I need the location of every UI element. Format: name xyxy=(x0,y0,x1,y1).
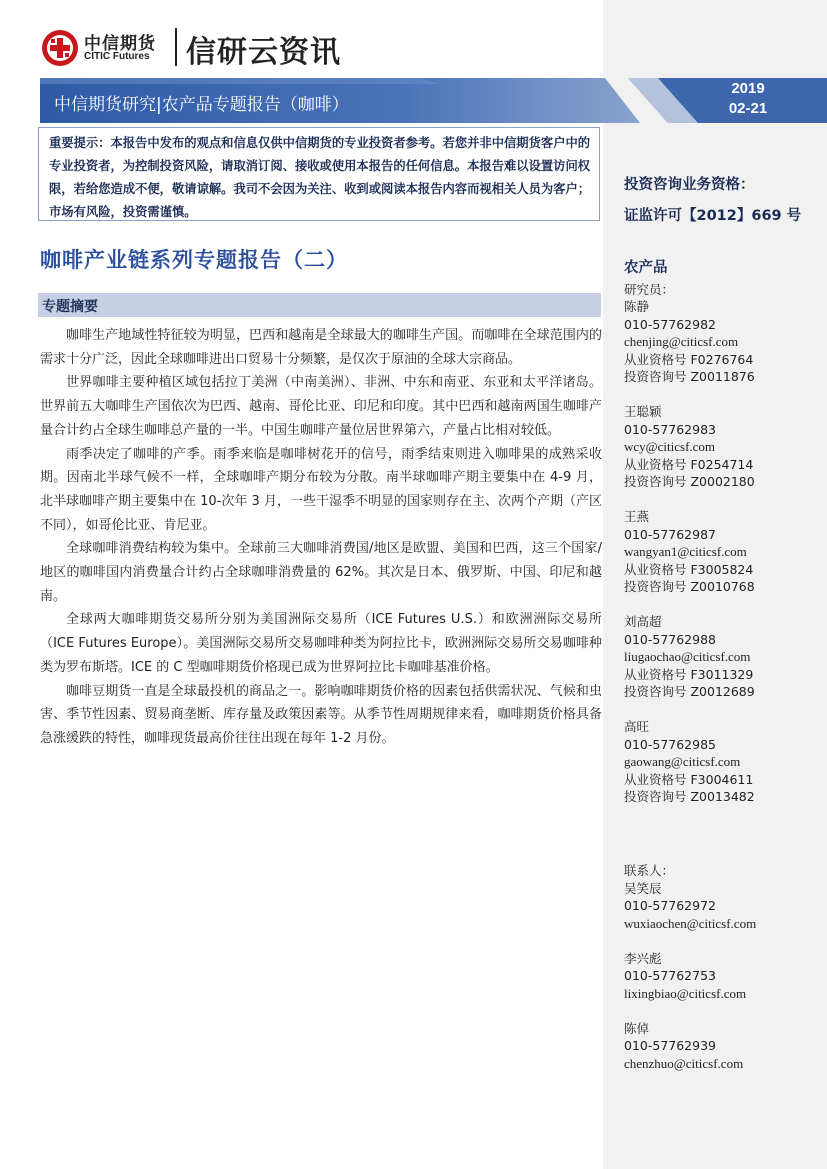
researcher-email[interactable]: wcy@citicsf.com xyxy=(624,439,716,455)
researcher-phone: 010-57762985 xyxy=(624,736,716,752)
citic-logo-icon xyxy=(40,28,80,68)
contact-list xyxy=(624,862,824,1090)
contact-name: 吴笑辰 xyxy=(624,880,662,896)
researcher-entry xyxy=(624,613,824,701)
report-date xyxy=(700,79,796,119)
researcher-license: 从业资格号 F3005824 xyxy=(624,561,754,577)
contact-label: 联系人： xyxy=(624,863,675,878)
researcher-advisory: 投资咨询号 Z0011876 xyxy=(624,369,755,384)
contact-entry xyxy=(624,1020,824,1073)
date-month-day: 02-21 xyxy=(728,100,768,117)
disclaimer-body: 本报告中发布的观点和信息仅供中信期货的专业投资者参考。若您并非中信期货客户中的专业投资者，为控制投资风险，请取消订阅、接收或使用本报告的任何信息。本报告难以设置访问权限，若给您造成不便，敬请谅解。我司不会因为关注、收到或阅读本报告内容而视相关人员为客户；市场有风险，投资需谨慎。 xyxy=(49,136,591,219)
researcher-name: 陈静 xyxy=(624,299,650,314)
summary-body xyxy=(40,324,602,751)
company-name-en: CITIC Futures xyxy=(84,51,150,62)
disclaimer-box xyxy=(38,127,600,221)
contact-email[interactable]: lixingbiao@citicsf.com xyxy=(624,985,747,1001)
researcher-phone: 010-57762983 xyxy=(624,421,716,437)
company-logo xyxy=(40,26,370,70)
researcher-name: 王聪颖 xyxy=(624,404,662,420)
summary-paragraph: 咖啡生产地域性特征较为明显，巴西和越南是全球最大的咖啡生产国。而咖啡在全球范围内的需求十分广泛，因此全球咖啡进出口贸易十分频繁，是仅次于原油的全球大宗商品。 xyxy=(40,328,602,367)
logo-divider xyxy=(175,28,177,66)
researcher-list xyxy=(624,260,824,823)
researcher-name: 王燕 xyxy=(624,509,650,525)
summary-paragraph: 世界咖啡主要种植区域包括拉丁美洲（中南美洲）、非洲、中东和南亚、东亚和太平洋诸岛。世界前五大咖啡生产国依次为巴西、越南、哥伦比亚、印尼和印度。其中巴西和越南两国生咖啡产量合计约占全球生咖啡总产量的一半。中国生咖啡产量位居世界第六，产量占比相对较低。 xyxy=(40,375,602,438)
researcher-entry xyxy=(624,403,824,491)
banner-title: 中信期货研究|农产品专题报告（咖啡） xyxy=(54,95,349,115)
researcher-license: 从业资格号 F0254714 xyxy=(624,456,754,472)
contact-name: 李兴彪 xyxy=(624,950,662,966)
section-title: 专题摘要 xyxy=(42,299,98,315)
qualification xyxy=(624,170,824,232)
researcher-license: 从业资格号 F3011329 xyxy=(624,666,754,682)
category-label: 农产品 xyxy=(624,260,668,276)
summary-paragraph: 全球两大咖啡期货交易所分别为美国洲际交易所（ICE Futures U.S.）和欧洲洲际交易所（ICE Futures Europe）。美国洲际交易所交易咖啡种类为阿拉比卡，欧洲洲际交易所交易咖啡种类为罗布斯塔。ICE 的 C 型咖啡期货价格现已成为世界阿拉比卡咖啡基准价格。 xyxy=(40,612,602,675)
qualification-label: 投资咨询业务资格： xyxy=(624,177,755,193)
summary-paragraph: 全球咖啡消费结构较为集中。全球前三大咖啡消费国/地区是欧盟、美国和巴西，这三个国家/地区的咖啡国内消费量合计约占全球咖啡消费量的 62%。其次是日本、俄罗斯、中国、印尼和越南。 xyxy=(40,541,602,604)
company-name-cn: 中信期货 xyxy=(84,34,156,54)
researcher-license: 从业资格号 F3004611 xyxy=(624,771,754,787)
researcher-phone: 010-57762988 xyxy=(624,631,716,647)
contact-email[interactable]: wuxiaochen@citicsf.com xyxy=(624,915,757,931)
contact-phone: 010-57762972 xyxy=(624,898,716,913)
researcher-name: 高旺 xyxy=(624,719,650,735)
contact-entry xyxy=(624,950,824,1003)
researcher-email[interactable]: chenjing@citicsf.com xyxy=(624,334,739,349)
date-year: 2019 xyxy=(731,80,765,97)
researcher-phone: 010-57762987 xyxy=(624,526,716,542)
researcher-license: 从业资格号 F0276764 xyxy=(624,351,754,367)
contact-phone: 010-57762939 xyxy=(624,1038,716,1054)
report-title: 咖啡产业链系列专题报告（二） xyxy=(40,248,348,272)
contact-email[interactable]: chenzhuo@citicsf.com xyxy=(624,1055,744,1071)
researcher-advisory: 投资咨询号 Z0010768 xyxy=(624,579,755,595)
researcher-email[interactable]: gaowang@citicsf.com xyxy=(624,754,741,770)
contact-phone: 010-57762753 xyxy=(624,968,716,984)
section-header xyxy=(38,293,601,317)
brand-title: 信研云资讯 xyxy=(186,35,341,70)
researcher-entry xyxy=(624,298,824,386)
researcher-entry xyxy=(624,508,824,596)
researcher-email[interactable]: wangyan1@citicsf.com xyxy=(624,544,747,560)
researcher-advisory: 投资咨询号 Z0013482 xyxy=(624,789,755,805)
summary-paragraph: 咖啡豆期货一直是全球最投机的商品之一。影响咖啡期货价格的因素包括供需状况、气候和虫害、季节性因素、贸易商垄断、库存量及政策因素等。从季节性周期规律来看，咖啡期货价格具备急涨缓跌的特性，咖啡现货最高价往往出现在每年 1-2 月份。 xyxy=(40,683,602,746)
researcher-phone: 010-57762982 xyxy=(624,316,716,332)
researcher-entry xyxy=(624,718,824,806)
researcher-email[interactable]: liugaochao@citicsf.com xyxy=(624,649,751,665)
summary-paragraph: 雨季决定了咖啡的产季。雨季来临是咖啡树花开的信号，雨季结束则进入咖啡果的成熟采收期。因南北半球气候不一样，全球咖啡产期分布较为分散。南半球咖啡产期主要集中在 4-9 月，北半球咖啡产期主要集中在 10-次年 3 月，一些干湿季不明显的国家则存在主、次两个产期（产区不同），如哥伦比亚、肯尼亚。 xyxy=(40,446,602,533)
researcher-advisory: 投资咨询号 Z0002180 xyxy=(624,474,755,490)
qualification-license: 证监许可【2012】669 号 xyxy=(624,208,802,224)
researcher-name: 刘高超 xyxy=(624,614,662,630)
contact-entry xyxy=(624,880,824,933)
header-banner xyxy=(40,78,640,123)
researcher-label: 研究员： xyxy=(624,281,675,297)
disclaimer-label: 重要提示： xyxy=(49,136,111,150)
contact-name: 陈倬 xyxy=(624,1020,650,1036)
disclaimer-text xyxy=(39,128,599,224)
researcher-advisory: 投资咨询号 Z0012689 xyxy=(624,684,755,700)
